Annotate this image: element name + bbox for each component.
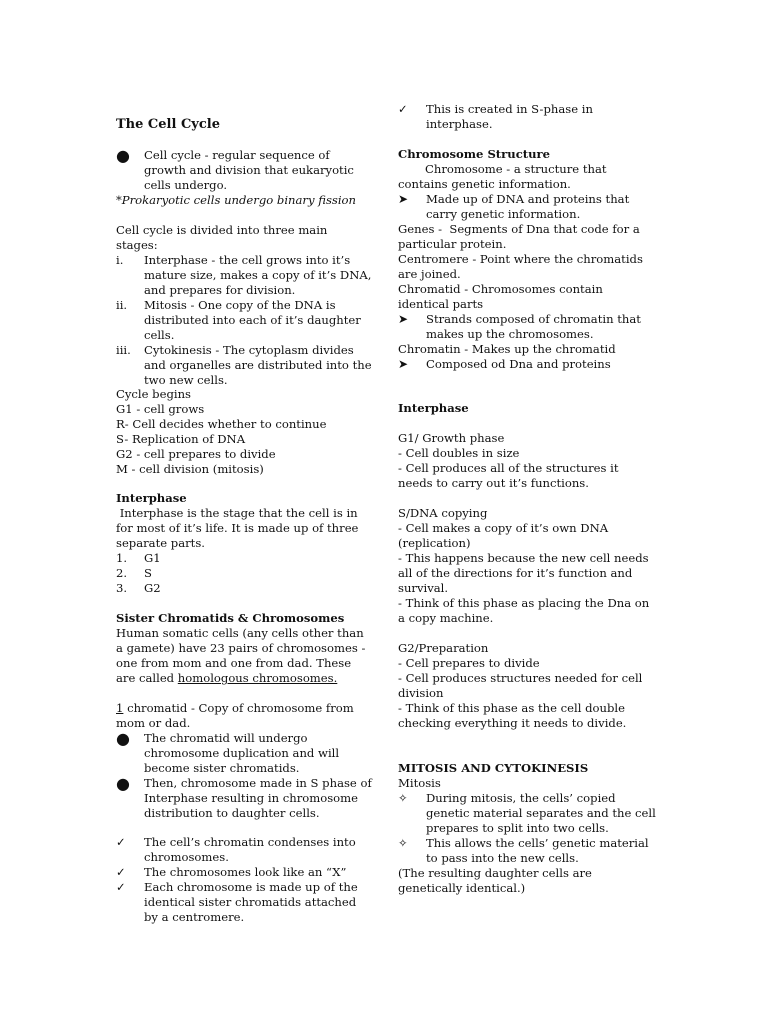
mitosis-section	[398, 761, 656, 896]
mitosis-note: (The resulting daughter cells are genetically identical.)	[398, 866, 592, 895]
cycle-line: M - cell division (mitosis)	[116, 462, 264, 476]
chromatid-section	[116, 701, 372, 821]
g1-section: G1/ Growth phase - Cell doubles in size - Cell produces all of the structures it needs to carry out it’s functions.	[398, 431, 619, 490]
check-item: ✓ This is created in S-phase in interphase.	[398, 102, 593, 131]
chromosome-definition: Chromosome - a structure that contains genetic information.	[398, 162, 607, 191]
diamond-item: ✧ During mitosis, the cells’ copied genetic material separates and the cell prepares to split into two cells.	[398, 791, 656, 835]
cycle-line: S- Replication of DNA	[116, 432, 246, 446]
arrow-item: ➤ Made up of DNA and proteins that carry genetic information.	[398, 192, 630, 221]
stages-intro: Cell cycle is divided into three main stages:	[116, 223, 328, 252]
check-item: ✓ Each chromosome is made up of the identical sister chromatids attached by a centromere.	[116, 880, 358, 924]
checklist	[116, 835, 372, 925]
chromatin-definition: Chromatin - Makes up the chromatid	[398, 342, 616, 356]
bullet-icon: ●	[116, 729, 130, 748]
check-icon: ✓	[116, 835, 126, 849]
cycle-line: R- Cell decides whether to continue	[116, 417, 327, 431]
bullet-icon: ●	[116, 774, 130, 793]
definition-text: Cell cycle - regular sequence of growth and division that eukaryotic cells undergo.	[144, 148, 354, 192]
arrow-icon: ➤	[398, 312, 409, 326]
s-section: S/DNA copying - Cell makes a copy of it’s own DNA (replication) - This happens because the new cell needs all of the directions for it’s function and survival. - Think of this phase as placing the Dna on a copy machine.	[398, 506, 650, 625]
cycle-line: G2 - cell prepares to divide	[116, 447, 276, 461]
part-item: 1. G1	[116, 551, 161, 565]
sister-heading: Sister Chromatids & Chromosomes	[116, 611, 345, 625]
diamond-icon: ✧	[398, 791, 408, 805]
centromere-definition: Centromere - Point where the chromatids are joined.	[398, 252, 643, 281]
bullet-icon: ●	[116, 146, 130, 165]
diamond-icon: ✧	[398, 836, 408, 850]
genes-definition: Genes - Segments of Dna that code for a particular protein.	[398, 222, 644, 251]
check-item: ✓ The chromosomes look like an “X”	[116, 865, 347, 879]
interphase-heading-right: Interphase	[398, 401, 469, 415]
interphase-text: Interphase is the stage that the cell is in for most of it’s life. It is made up of three separate parts.	[116, 506, 363, 550]
diamond-item: ✧ This allows the cells’ genetic material to pass into the new cells.	[398, 836, 649, 865]
chromosome-structure-section	[398, 147, 656, 372]
sister-text: Human somatic cells (any cells other than a gamete) have 23 pairs of chromosomes - one from mom and one from dad. These are called homologous chromosomes.	[116, 626, 366, 685]
top-check	[398, 102, 656, 132]
cycle-line: Cycle begins	[116, 387, 191, 401]
cycle-line: G1 - cell grows	[116, 402, 205, 416]
arrow-item: ➤ Composed od Dna and proteins	[398, 357, 611, 371]
stage-item: i. Interphase - the cell grows into it’s mature size, makes a copy of it’s DNA, and prepares for division.	[116, 253, 372, 297]
stage-item: ii. Mitosis - One copy of the DNA is distributed into each of it’s daughter cells.	[116, 298, 361, 342]
homologous-term: homologous chromosomes.	[177, 671, 338, 685]
cycle-list	[116, 387, 372, 477]
part-item: 2. S	[116, 566, 152, 580]
mitosis-subheading: Mitosis	[398, 776, 441, 790]
g2-section: G2/Preparation - Cell prepares to divide - Cell produces structures needed for cell division - Think of this phase as the cell double checking everything it needs to divide.	[398, 641, 643, 730]
interphase-heading: Interphase	[116, 491, 187, 505]
stages-section	[116, 223, 372, 388]
page-title: The Cell Cycle	[116, 117, 220, 132]
sister-chromatids-section	[116, 611, 372, 686]
interphase-section	[116, 491, 372, 596]
arrow-icon: ➤	[398, 192, 409, 206]
part-item: 3. G2	[116, 581, 161, 595]
cell-cycle-definition	[116, 148, 372, 208]
check-icon: ✓	[398, 102, 408, 116]
chromatid-definition: 1 chromatid - Copy of chromosome from mom or dad.	[116, 701, 354, 730]
bullet-item: ● Then, chromosome made in S phase of Interphase resulting in chromosome distribution to daughter cells.	[116, 774, 372, 820]
check-icon: ✓	[116, 880, 126, 894]
mitosis-heading: MITOSIS AND CYTOKINESIS	[398, 761, 589, 775]
arrow-item: ➤ Strands composed of chromatin that makes up the chromosomes.	[398, 312, 641, 341]
bullet-item: ● The chromatid will undergo chromosome duplication and will become sister chromatids.	[116, 729, 340, 775]
chromatid-definition: Chromatid - Chromosomes contain identical parts	[398, 282, 603, 311]
check-item: ✓ The cell’s chromatin condenses into chromosomes.	[116, 835, 356, 864]
check-icon: ✓	[116, 865, 126, 879]
arrow-icon: ➤	[398, 357, 409, 371]
chromosome-heading: Chromosome Structure	[398, 147, 551, 161]
prokaryotic-note: *Prokaryotic cells undergo binary fission	[116, 193, 356, 207]
stage-item: iii. Cytokinesis - The cytoplasm divides and organelles are distributed into the two new cells.	[116, 343, 372, 387]
